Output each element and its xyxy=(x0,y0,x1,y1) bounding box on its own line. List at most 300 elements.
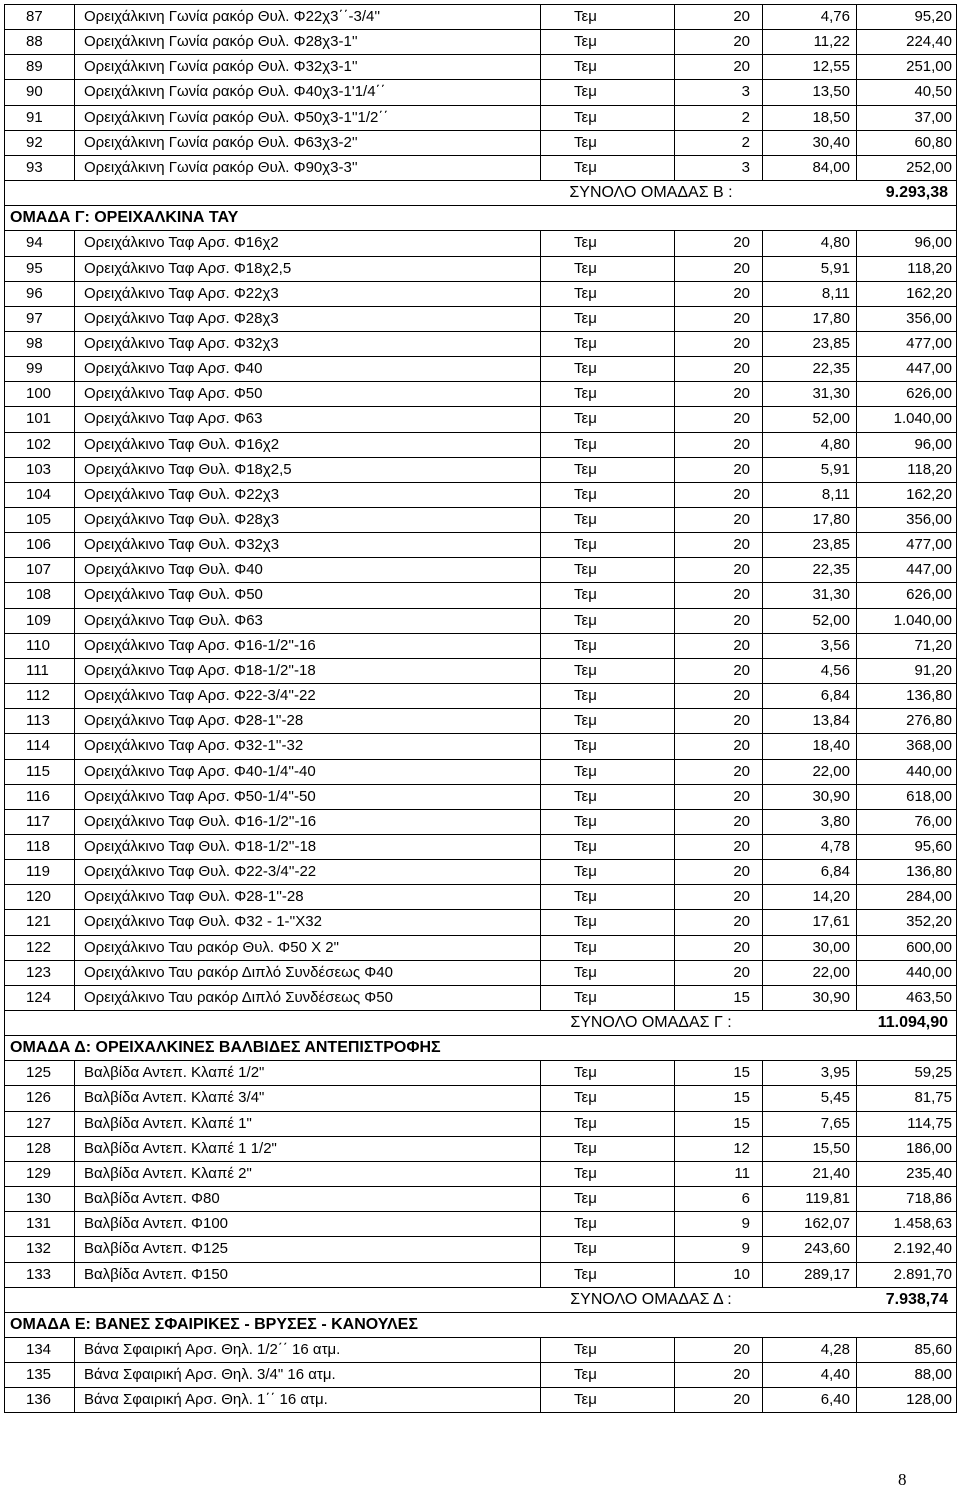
item-unit: Τεμ xyxy=(574,737,597,755)
column-border xyxy=(4,482,5,508)
row-border xyxy=(4,1362,956,1363)
column-border xyxy=(674,1136,675,1162)
item-unit-price: 3,80 xyxy=(820,812,850,830)
column-border xyxy=(674,1236,675,1262)
table-row xyxy=(0,909,960,934)
item-unit: Τεμ xyxy=(574,485,597,503)
column-border xyxy=(956,205,957,231)
table-row xyxy=(0,859,960,884)
item-total: 37,00 xyxy=(914,108,952,126)
row-border xyxy=(4,79,956,80)
item-number: 121 xyxy=(26,913,52,931)
item-unit-price: 4,78 xyxy=(820,837,850,855)
column-border xyxy=(74,356,75,382)
column-border xyxy=(674,532,675,558)
item-quantity: 20 xyxy=(733,1340,750,1358)
column-border xyxy=(4,532,5,558)
column-border xyxy=(674,909,675,935)
column-border xyxy=(74,633,75,659)
table-row xyxy=(0,457,960,482)
item-description: Βαλβίδα Αντεπ. Φ100 xyxy=(84,1215,229,1233)
item-number: 136 xyxy=(26,1391,52,1409)
row-border xyxy=(4,733,956,734)
item-total: 1.040,00 xyxy=(893,611,952,629)
row-border xyxy=(4,507,956,508)
row-border xyxy=(4,1010,956,1011)
item-description: Ορειχάλκινο Ταφ Θυλ. Φ32χ3 xyxy=(84,536,280,554)
item-number: 128 xyxy=(26,1139,52,1157)
item-quantity: 20 xyxy=(733,334,750,352)
column-border xyxy=(856,532,857,558)
column-border xyxy=(956,130,957,156)
item-quantity: 20 xyxy=(733,787,750,805)
table-row xyxy=(0,1362,960,1387)
item-description: Βαλβίδα Αντεπ. Φ150 xyxy=(84,1265,229,1283)
row-border xyxy=(4,608,956,609)
column-border xyxy=(762,1387,763,1413)
table-row xyxy=(0,79,960,104)
item-description: Βάνα Σφαιρική Αρσ. Θηλ. 3/4" 16 ατμ. xyxy=(84,1366,336,1384)
item-total: 626,00 xyxy=(906,586,952,604)
item-total: 71,20 xyxy=(914,636,952,654)
column-border xyxy=(856,457,857,483)
column-border xyxy=(540,1211,541,1237)
table-row xyxy=(0,960,960,985)
column-border xyxy=(956,29,957,55)
item-unit-price: 5,91 xyxy=(820,259,850,277)
column-border xyxy=(74,482,75,508)
column-border xyxy=(674,54,675,80)
item-total: 600,00 xyxy=(906,938,952,956)
column-border xyxy=(762,1136,763,1162)
column-border xyxy=(4,79,5,105)
column-border xyxy=(762,1211,763,1237)
column-border xyxy=(956,356,957,382)
column-border xyxy=(674,759,675,785)
column-border xyxy=(540,784,541,810)
item-total: 186,00 xyxy=(906,1139,952,1157)
column-border xyxy=(956,1085,957,1111)
column-border xyxy=(856,306,857,332)
item-unit: Τεμ xyxy=(574,1366,597,1384)
column-border xyxy=(674,1161,675,1187)
row-border xyxy=(4,1186,956,1187)
column-border xyxy=(956,557,957,583)
column-border xyxy=(74,708,75,734)
column-border xyxy=(540,155,541,181)
group-header-row xyxy=(0,205,960,230)
column-border xyxy=(4,105,5,131)
item-quantity: 15 xyxy=(733,1064,750,1082)
column-border xyxy=(856,1387,857,1413)
item-number: 126 xyxy=(26,1089,52,1107)
column-border xyxy=(674,130,675,156)
column-border xyxy=(956,381,957,407)
column-border xyxy=(674,683,675,709)
item-quantity: 20 xyxy=(733,360,750,378)
column-border xyxy=(74,256,75,282)
item-unit-price: 4,80 xyxy=(820,234,850,252)
item-total: 128,00 xyxy=(906,1391,952,1409)
item-quantity: 2 xyxy=(741,108,750,126)
item-unit: Τεμ xyxy=(574,611,597,629)
item-number: 112 xyxy=(26,687,50,705)
table-row xyxy=(0,658,960,683)
column-border xyxy=(4,909,5,935)
column-border xyxy=(856,406,857,432)
item-unit: Τεμ xyxy=(574,460,597,478)
column-border xyxy=(762,306,763,332)
column-border xyxy=(540,256,541,282)
group-total-value: 9.293,38 xyxy=(885,184,948,202)
item-unit-price: 30,90 xyxy=(812,988,850,1006)
column-border xyxy=(4,507,5,533)
item-number: 127 xyxy=(26,1114,52,1132)
row-border xyxy=(4,784,956,785)
column-border xyxy=(956,834,957,860)
column-border xyxy=(856,105,857,131)
item-description: Βαλβίδα Αντεπ. Κλαπέ 1/2" xyxy=(84,1064,265,1082)
column-border xyxy=(74,960,75,986)
item-quantity: 20 xyxy=(733,863,750,881)
item-number: 87 xyxy=(26,8,43,25)
column-border xyxy=(74,29,75,55)
row-border xyxy=(4,105,956,106)
column-border xyxy=(762,658,763,684)
column-border xyxy=(856,633,857,659)
item-number: 120 xyxy=(26,888,52,906)
column-border xyxy=(674,457,675,483)
column-border xyxy=(956,582,957,608)
item-quantity: 20 xyxy=(733,435,750,453)
column-border xyxy=(4,809,5,835)
column-border xyxy=(4,935,5,961)
item-total: 447,00 xyxy=(906,561,952,579)
group-total-label: ΣΥΝΟΛΟ ΟΜΑΔΑΣ Γ : xyxy=(570,1014,732,1031)
column-border xyxy=(956,909,957,935)
column-border xyxy=(540,809,541,835)
column-border xyxy=(540,331,541,357)
column-border xyxy=(856,582,857,608)
column-border xyxy=(856,230,857,256)
item-unit-price: 22,35 xyxy=(812,561,850,579)
column-border xyxy=(674,1186,675,1212)
column-border xyxy=(956,1010,957,1036)
row-border xyxy=(4,180,956,181)
column-border xyxy=(674,633,675,659)
item-quantity: 20 xyxy=(733,636,750,654)
column-border xyxy=(956,1136,957,1162)
column-border xyxy=(74,130,75,156)
item-unit: Τεμ xyxy=(574,1215,597,1233)
column-border xyxy=(674,708,675,734)
item-unit-price: 14,20 xyxy=(812,888,850,906)
item-total: 252,00 xyxy=(906,158,952,176)
row-border xyxy=(4,306,956,307)
column-border xyxy=(4,960,5,986)
row-border xyxy=(4,859,956,860)
column-border xyxy=(4,784,5,810)
column-border xyxy=(762,1236,763,1262)
item-number: 101 xyxy=(26,410,52,428)
column-border xyxy=(762,130,763,156)
item-number: 95 xyxy=(26,259,43,277)
column-border xyxy=(74,809,75,835)
column-border xyxy=(4,1262,5,1288)
column-border xyxy=(956,457,957,483)
item-quantity: 20 xyxy=(733,712,750,730)
column-border xyxy=(856,809,857,835)
column-border xyxy=(956,105,957,131)
column-border xyxy=(762,230,763,256)
item-unit: Τεμ xyxy=(574,787,597,805)
table-row xyxy=(0,809,960,834)
table-row xyxy=(0,1211,960,1236)
table-row xyxy=(0,1337,960,1362)
item-description: Ορειχάλκινο Ταφ Αρσ. Φ50-1/4''-50 xyxy=(84,787,316,805)
item-quantity: 6 xyxy=(741,1190,750,1208)
item-number: 88 xyxy=(26,33,43,51)
column-border xyxy=(540,79,541,105)
column-border xyxy=(4,155,5,181)
item-unit: Τεμ xyxy=(574,1265,597,1283)
column-border xyxy=(74,1186,75,1212)
column-border xyxy=(74,1387,75,1413)
item-total: 251,00 xyxy=(906,58,952,76)
row-border xyxy=(4,1211,956,1212)
item-unit: Τεμ xyxy=(574,309,597,327)
item-total: 477,00 xyxy=(906,536,952,554)
column-border xyxy=(4,130,5,156)
column-border xyxy=(762,1262,763,1288)
item-total: 2.891,70 xyxy=(893,1265,952,1283)
item-number: 100 xyxy=(26,385,52,403)
column-border xyxy=(856,834,857,860)
item-unit: Τεμ xyxy=(574,58,597,76)
row-border xyxy=(4,1262,956,1263)
item-unit: Τεμ xyxy=(574,561,597,579)
column-border xyxy=(762,884,763,910)
column-border xyxy=(956,683,957,709)
item-description: Ορειχάλκινο Ταφ Αρσ. Φ28χ3 xyxy=(84,309,279,327)
group-total-value: 11.094,90 xyxy=(877,1014,948,1031)
item-total: 91,20 xyxy=(914,661,952,679)
item-description: Βαλβίδα Αντεπ. Φ80 xyxy=(84,1190,220,1208)
column-border xyxy=(674,985,675,1011)
column-border xyxy=(762,985,763,1011)
column-border xyxy=(4,180,5,206)
table-row xyxy=(0,507,960,532)
column-border xyxy=(674,1387,675,1413)
column-border xyxy=(956,1060,957,1086)
item-total: 447,00 xyxy=(906,360,952,378)
column-border xyxy=(74,532,75,558)
column-border xyxy=(856,281,857,307)
item-unit: Τεμ xyxy=(574,1391,597,1409)
item-unit-price: 4,56 xyxy=(820,661,850,679)
item-unit-price: 8,11 xyxy=(821,485,850,503)
row-border xyxy=(4,256,956,257)
item-description: Ορειχάλκινο Ταφ Αρσ. Φ32-1''-32 xyxy=(84,737,304,755)
column-border xyxy=(762,281,763,307)
row-border xyxy=(4,909,956,910)
column-border xyxy=(4,1111,5,1137)
column-border xyxy=(74,733,75,759)
item-number: 108 xyxy=(26,586,52,604)
row-border xyxy=(4,155,956,156)
column-border xyxy=(956,608,957,634)
column-border xyxy=(674,658,675,684)
column-border xyxy=(540,859,541,885)
item-unit: Τεμ xyxy=(574,33,597,51)
column-border xyxy=(4,54,5,80)
table-row xyxy=(0,29,960,54)
row-border xyxy=(4,406,956,407)
column-border xyxy=(956,532,957,558)
column-border xyxy=(4,708,5,734)
item-quantity: 20 xyxy=(733,837,750,855)
group-total-row xyxy=(0,1010,960,1035)
column-border xyxy=(956,759,957,785)
column-border xyxy=(956,1111,957,1137)
item-unit: Τεμ xyxy=(574,108,597,126)
item-unit: Τεμ xyxy=(574,511,597,528)
column-border xyxy=(956,809,957,835)
column-border xyxy=(762,1186,763,1212)
item-description: Ορειχάλκινο Ταφ Αρσ. Φ50 xyxy=(84,385,263,403)
column-border xyxy=(4,1186,5,1212)
item-description: Ορειχάλκινη Γωνία ρακόρ Θυλ. Φ32χ3-1'' xyxy=(84,58,358,76)
column-border xyxy=(856,54,857,80)
item-description: Ορειχάλκινο Ταυ ρακόρ Διπλό Συνδέσεως Φ50 xyxy=(84,988,393,1006)
column-border xyxy=(74,1085,75,1111)
item-total: 356,00 xyxy=(906,309,952,327)
item-number: 97 xyxy=(26,309,43,327)
column-border xyxy=(540,54,541,80)
column-border xyxy=(674,784,675,810)
item-unit: Τεμ xyxy=(574,1064,597,1082)
column-border xyxy=(4,1211,5,1237)
column-border xyxy=(762,4,763,30)
item-number: 107 xyxy=(26,561,52,579)
column-border xyxy=(74,884,75,910)
item-quantity: 20 xyxy=(733,58,750,76)
item-number: 99 xyxy=(26,360,43,378)
item-description: Ορειχάλκινο Ταφ Θυλ. Φ22χ3 xyxy=(84,485,280,503)
column-border xyxy=(856,1211,857,1237)
item-quantity: 20 xyxy=(733,410,750,428)
item-total: 440,00 xyxy=(906,963,952,981)
column-border xyxy=(4,759,5,785)
column-border xyxy=(762,432,763,458)
item-number: 123 xyxy=(26,963,52,981)
column-border xyxy=(4,658,5,684)
column-border xyxy=(956,1262,957,1288)
item-description: Ορειχάλκινο Ταφ Αρσ. Φ28-1''-28 xyxy=(84,712,304,730)
table-row xyxy=(0,557,960,582)
item-total: 2.192,40 xyxy=(893,1240,952,1258)
column-border xyxy=(540,406,541,432)
table-row xyxy=(0,432,960,457)
item-description: Βάνα Σφαιρική Αρσ. Θηλ. 1΄΄ 16 ατμ. xyxy=(84,1391,328,1409)
item-total: 463,50 xyxy=(906,988,952,1006)
table-row xyxy=(0,1136,960,1161)
column-border xyxy=(762,155,763,181)
row-border xyxy=(4,281,956,282)
row-border xyxy=(4,759,956,760)
table-row xyxy=(0,784,960,809)
item-description: Ορειχάλκινο Ταφ Θυλ. Φ28χ3 xyxy=(84,511,280,528)
table-row xyxy=(0,256,960,281)
item-description: Ορειχάλκινο Ταφ Αρσ. Φ16-1/2''-16 xyxy=(84,636,316,654)
item-total: 59,25 xyxy=(914,1064,952,1082)
column-border xyxy=(4,1161,5,1187)
column-border xyxy=(74,1211,75,1237)
column-border xyxy=(74,1136,75,1162)
column-border xyxy=(856,784,857,810)
item-total: 81,75 xyxy=(914,1089,952,1107)
column-border xyxy=(74,557,75,583)
item-total: 235,40 xyxy=(906,1164,952,1182)
item-unit-price: 30,00 xyxy=(812,938,850,956)
column-border xyxy=(540,608,541,634)
column-border xyxy=(856,155,857,181)
item-unit-price: 18,50 xyxy=(812,108,850,126)
column-border xyxy=(4,432,5,458)
item-description: Βάνα Σφαιρική Αρσ. Θηλ. 1/2΄΄ 16 ατμ. xyxy=(84,1340,341,1358)
column-border xyxy=(674,331,675,357)
item-unit: Τεμ xyxy=(574,1340,597,1358)
item-quantity: 20 xyxy=(733,888,750,906)
item-quantity: 20 xyxy=(733,1391,750,1409)
column-border xyxy=(762,1362,763,1388)
item-total: 40,50 xyxy=(914,83,952,101)
column-border xyxy=(74,331,75,357)
column-border xyxy=(540,306,541,332)
column-border xyxy=(4,1060,5,1086)
item-unit-price: 13,50 xyxy=(812,83,850,101)
column-border xyxy=(540,1387,541,1413)
column-border xyxy=(956,1312,957,1338)
column-border xyxy=(762,381,763,407)
column-border xyxy=(856,1085,857,1111)
column-border xyxy=(856,432,857,458)
table-row xyxy=(0,482,960,507)
item-number: 109 xyxy=(26,611,52,629)
column-border xyxy=(74,1362,75,1388)
item-unit: Τεμ xyxy=(574,1089,597,1107)
item-description: Ορειχάλκινο Ταφ Θυλ. Φ28-1''-28 xyxy=(84,888,304,906)
column-border xyxy=(4,306,5,332)
item-quantity: 20 xyxy=(733,687,750,705)
item-number: 122 xyxy=(26,938,52,956)
item-description: Ορειχάλκινο Ταφ Θυλ. Φ18χ2,5 xyxy=(84,460,292,478)
item-unit-price: 52,00 xyxy=(812,410,850,428)
item-number: 133 xyxy=(26,1265,52,1283)
column-border xyxy=(762,482,763,508)
item-quantity: 20 xyxy=(733,737,750,755)
item-total: 718,86 xyxy=(906,1190,952,1208)
column-border xyxy=(956,708,957,734)
item-total: 88,00 xyxy=(914,1366,952,1384)
column-border xyxy=(4,1337,5,1363)
row-border xyxy=(4,381,956,382)
item-unit-price: 4,76 xyxy=(820,8,850,25)
column-border xyxy=(74,230,75,256)
group-total-value: 7.938,74 xyxy=(885,1290,948,1308)
item-quantity: 9 xyxy=(741,1240,750,1258)
table-row xyxy=(0,1186,960,1211)
